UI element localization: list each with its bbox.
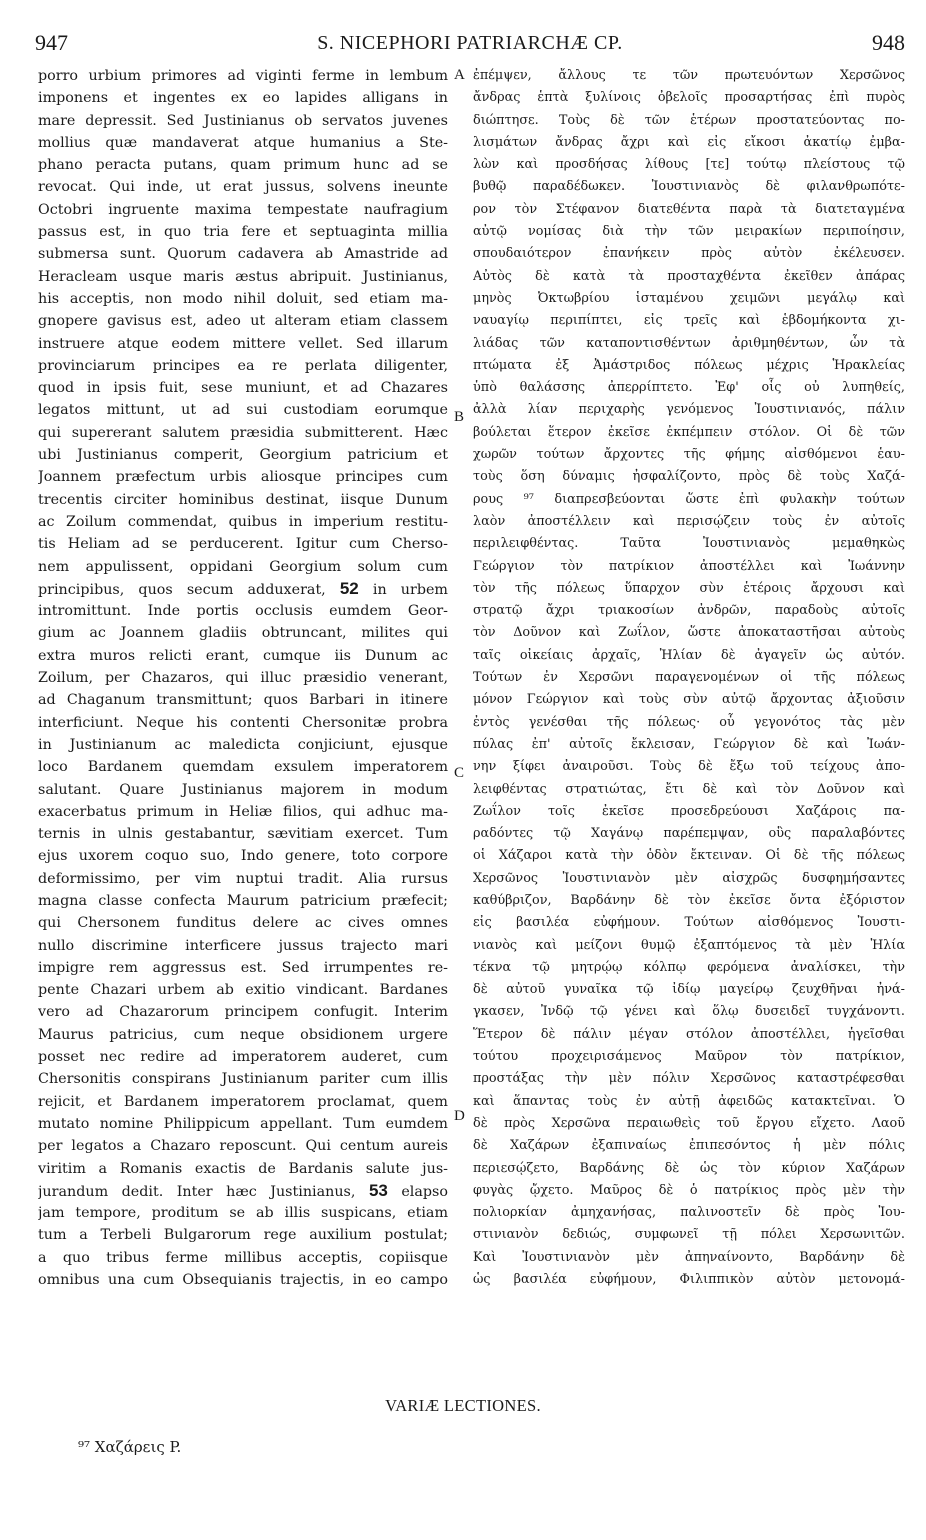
running-title: S. NICEPHORI PATRIARCHÆ CP. (317, 32, 623, 54)
greek-line: νην ξίφει ἀναιροῦσι. Τοὺς δὲ ἔξω τοῦ τείχους ἀπο- (473, 759, 905, 775)
greek-line: Ἕτερον δὲ πάλιν μέγαν στόλον ἀποστέλλει, ἡγεῖσθαι (473, 1026, 905, 1042)
latin-line (38, 578, 448, 600)
latin-line: tis Heliam ad se perducerent. Igitur cum Cherso- (38, 536, 448, 553)
latin-line: imponens et ingentes ex eo lapides alligans in (38, 90, 448, 107)
latin-line: ejus uxorem coquo suo, Indo genere, toto corpore (38, 848, 448, 865)
latin-line: provinciarum principes ea re perlata diligenter, (38, 357, 448, 374)
latin-line: ubi Justinianus comperit, Georgium patricium et (38, 447, 448, 464)
latin-line: phano peracta putans, quam primum hunc ad se (38, 157, 448, 174)
greek-line: ὑπὸ θαλάσσης ἀπερρίπτετο. Ἐφ' οἷς οὐ λυπηθείς, (473, 380, 905, 396)
latin-line: nem appulissent, oppidani Georgium solum cum (38, 558, 448, 575)
latin-line: omnibus una cum Obsequianis trajectis, in eo campo (38, 1272, 448, 1289)
greek-line: τοὺς ὅση δύναμις ἠσφαλίζοντο, πρὸς δὲ τοὺς Χαζά- (473, 469, 905, 485)
greek-line: γκασεν, Ἰνδῷ τῷ γένει καὶ ὅλῳ δυσειδεῖ τυγχάνοντι. (473, 1004, 905, 1020)
latin-line: ac Zoilum commendat, quibus in imperium restitu- (38, 513, 448, 530)
column-number-mark: 53 (368, 1180, 388, 1200)
latin-line: gium ac Joannem gladiis obtruncant, milites qui (38, 625, 448, 642)
latin-line: magna classe confecta Maurum patricium præfecit; (38, 892, 448, 909)
greek-line: φυγὰς ᾤχετο. Μαῦρος δὲ ὁ πατρίκιος πρὸς μὲν τὴν (473, 1182, 905, 1198)
greek-line: ἄνδρας ἑπτὰ ξυλίνοις ὀβελοῖς προσαρτήσας ἐπὶ πυρὸς (473, 90, 905, 106)
greek-line: καθύβριζον, Βαρδάνην δὲ τὸν ἐκεῖσε ὄντα ἐξόριστον (473, 892, 905, 908)
margin-marker-c: C (454, 765, 465, 781)
greek-line: νιανὸς καὶ μείζονι θυμῷ ἐξαπτόμενος τὰ μὲν Ἠλία (473, 937, 905, 953)
latin-line: Joannem præfectum urbis aliosque principes cum (38, 469, 448, 486)
greek-line: ἀλλὰ λίαν περιχαρὴς γενόμενος Ἰουστινιανός, πάλιν (473, 402, 905, 418)
latin-line: Maurus patricius, cum neque obsidionem urgere (38, 1026, 448, 1043)
latin-line: qui supererant salutem præsidia submitterent. Hæc (38, 424, 448, 441)
latin-line: nullo discrimine interficere jussus trajecto mari (38, 937, 448, 954)
latin-line: intromittunt. Inde portis occlusis eumdem Geor- (38, 603, 448, 620)
greek-line: στινιανὸν δεδιώς, συμφωνεῖ τῇ πόλει Χερσωνιτῶν. (473, 1227, 905, 1243)
greek-line: ραδόντες τῷ Χαγάνῳ παρέπεμψαν, οὓς παραλαβόντες (473, 826, 905, 842)
latin-line: extra muros relicti erant, cumque iis Dunum ac (38, 647, 448, 664)
margin-marker-d: D (454, 1108, 465, 1124)
greek-line: διώπτησε. Τοὺς δὲ τῶν ἑτέρων προστατεύοντας πο- (473, 112, 905, 128)
greek-line: Χερσῶνος Ἰουστινιανὸν μὲν αἰσχρῶς δυσφημήσαντες (473, 870, 905, 886)
greek-line: περιεσῴζετο, Βαρδάνης δὲ ὡς τὸν κύριον Χαζάρων (473, 1160, 905, 1176)
latin-line: revocat. Qui inde, ut erat jussus, solvens ineunte (38, 179, 448, 196)
greek-line: λειφθέντας στρατιώτας, ἔτι δὲ καὶ τὸν Δοῦνον καὶ (473, 781, 905, 797)
latin-line: vero ad Chazarorum principem confugit. Interim (38, 1004, 448, 1021)
greek-line: δὲ Χαζάρων ἐξαπιναίως ἐπιπεσόντος ἡ μὲν πόλις (473, 1138, 905, 1154)
greek-line: λισμάτων ἄνδρας ἄχρι καὶ εἰς εἴκοσι ἀκατίῳ ἐμβα- (473, 134, 905, 150)
greek-line: ἐπέμψεν, ἄλλους τε τῶν πρωτευόντων Χερσῶνος (473, 68, 905, 83)
greek-line: προστάξας τὴν μὲν πόλιν Χερσῶνος καταστρέφεσθαι (473, 1071, 905, 1087)
latin-line: trecentis circiter hominibus destinat, iisque Dunum (38, 491, 448, 508)
column-number-mark: 52 (339, 578, 359, 598)
latin-line-text: elapso (387, 1183, 448, 1200)
greek-line: καὶ ἅπαντας τοὺς ἐν αὐτῇ ἀφειδῶς κατακτεῖναι. Ὁ (473, 1093, 905, 1109)
greek-line: αὐτῷ νομίσας διὰ τὴν τῶν μειρακίων περιποίησιν, (473, 224, 905, 240)
latin-line: submersa sunt. Quorum cadavera ab Amastride ad (38, 246, 448, 263)
latin-line: jam tempore, proditum se ab illis suspicans, etiam (38, 1205, 448, 1222)
greek-line: μηνὸς Ὀκτωβρίου ἱσταμένου χειμῶνι μεγάλῳ καὶ (473, 290, 905, 306)
latin-line: exacerbatus primum in Heliæ filios, qui adhuc ma- (38, 803, 448, 820)
latin-line-text: principibus, quos secum adduxerat, (38, 581, 340, 598)
margin-marker-a: A (454, 67, 465, 83)
latin-line: mutato nomine Philippicum appellant. Tum eumdem (38, 1115, 448, 1132)
latin-line: viritim a Romanis exactis de Bardanis salute jus- (38, 1160, 448, 1177)
greek-line: βυθῷ παραδέδωκεν. Ἰουστινιανὸς δὲ φιλανθρωπότε- (473, 179, 905, 195)
greek-line: πολιορκίαν ἀμηχανήσας, παλινοστεῖν δὲ πρὸς Ἰου- (473, 1205, 905, 1221)
latin-line: mollius quæ mandaverat atque humanius a Ste- (38, 134, 448, 151)
margin-marker-b: B (454, 409, 465, 425)
latin-line: passus est, in quo tria fere et septuaginta millia (38, 224, 448, 241)
latin-line (38, 1180, 448, 1202)
greek-line: ἐντὸς γενέσθαι τῆς πόλεως· οὗ γεγονότος τὰς μὲν (473, 714, 905, 730)
latin-line: ternis in ulnis gestabantur, sævitiam exercet. Tum (38, 826, 448, 843)
greek-line: ρους ⁹⁷ διαπρεσβεύονται ὥστε ἐπὶ φυλακὴν τούτων (473, 491, 905, 507)
greek-line: ὡς βασιλέα εὐφήμουν, Φιλιππικὸν αὐτὸν μετονομά- (473, 1272, 905, 1288)
greek-line: βούλεται ἕτερον ἐκεῖσε ἐκπέμπειν στόλον. Οἱ δὲ τῶν (473, 424, 905, 440)
greek-line: τὸν τῆς πόλεως ὕπαρχον σὺν ἑτέροις ἄρχουσι καὶ (473, 580, 905, 596)
page-header (35, 30, 905, 62)
greek-column (473, 65, 905, 1291)
greek-line: οἱ Χάζαροι κατὰ τὴν ὁδὸν ἔκτειναν. Οἱ δὲ τῆς πόλεως (473, 848, 905, 864)
latin-line: ad Chaganum transmittunt; quos Barbari in itinere (38, 692, 448, 709)
greek-line: λαὸν ἀποστέλλειν καὶ περισῴζειν τοὺς ἐν αὐτοῖς (473, 513, 905, 529)
latin-line: posset nec redire ad imperatorem auderet, cum (38, 1049, 448, 1066)
latin-line: impigre rem aggressus est. Sed irrumpentes re- (38, 959, 448, 976)
greek-line: Γεώργιον τὸν πατρίκιον ἀποστέλλει καὶ Ἰωάννην (473, 558, 905, 574)
greek-line: δὲ αὐτοῦ γυναῖκα τῷ ἰδίῳ μαγείρῳ ζευχθῆναι ἠνά- (473, 982, 905, 998)
latin-line: quod in ipsis fuit, sese muniunt, et ad Chazares (38, 380, 448, 397)
greek-line: ταῖς οἰκείαις ἀρχαῖς, Ἠλίαν δὲ ἀγαγεῖν ὡς αὐτόν. (473, 647, 905, 663)
latin-line: interficiunt. Neque his contenti Chersonitæ probra (38, 714, 448, 731)
latin-line: mare depressit. Sed Justinianus ob servatos juvenes (38, 112, 448, 129)
latin-line: tum a Terbeli Bulgarorum rege auxilium postulat; (38, 1227, 448, 1244)
latin-line: legatos mittunt, ut ad sui custodiam eorumque (38, 402, 448, 419)
greek-line: Αὐτὸς δὲ κατὰ τὰ προσταχθέντα ἐκεῖθεν ἀπάρας (473, 268, 905, 284)
greek-line: ναυαγίῳ περιπίπτει, εἰς τρεῖς καὶ ἑβδομήκοντα χι- (473, 313, 905, 329)
latin-line: a quo tribus ferme millibus acceptis, copiisque (38, 1249, 448, 1266)
latin-line-text: in urbem (358, 581, 448, 598)
greek-line: τέκνα τῷ μητρῴῳ κόλπῳ φερόμενα ἀναλίσκει, τὴν (473, 959, 905, 975)
greek-line: λιάδας τῶν καταποντισθέντων ἀριθμηθέντων, ὧν τὰ (473, 335, 905, 351)
latin-line: gnopere gavisus est, adeo ut alteram etiam classem (38, 313, 448, 330)
latin-line: pente Chazari urbem ab exitio vindicant. Bardanes (38, 982, 448, 999)
latin-line: deformissimo, per vim nuptui tradit. Alia rursus (38, 870, 448, 887)
greek-line: λὼν καὶ προσδήσας λίθους [τε] τούτῳ πλείστους τῷ (473, 157, 905, 173)
greek-line: περιλειφθέντας. Ταῦτα Ἰουστινιανὸς μεμαθηκὼς (473, 536, 905, 552)
latin-line: Chersonitis conspirans Justinianum pariter cum illis (38, 1071, 448, 1088)
latin-line: Heracleam usque maris æstus abripuit. Justinianus, (38, 268, 448, 285)
left-page-number: 947 (35, 30, 68, 55)
latin-line: Zoilum, per Chazaros, qui illuc præsidio venerant, (38, 670, 448, 687)
greek-line: χωρῶν τούτων ἄρχοντες τῆς φήμης αἰσθόμενοι ἑαυ- (473, 447, 905, 463)
greek-line: τούτου προχειρισάμενος Μαῦρον τὸν πατρίκιον, (473, 1049, 905, 1065)
greek-line: τὸν Δοῦνον καὶ Ζωΐλον, ὥστε ἀποκαταστῆσαι αὐτοὺς (473, 625, 905, 641)
greek-line: πτώματα ἐξ Ἀμάστριδος πόλεως μέχρις Ἡρακλείας (473, 357, 905, 373)
greek-line: πύλας ἐπ' αὐτοῖς ἔκλεισαν, Γεώργιον δὲ καὶ Ἰωάν- (473, 736, 905, 752)
latin-line: loco Bardanem quemdam exsulem imperatorem (38, 759, 448, 776)
latin-line: porro urbium primores ad viginti ferme in lembum (38, 68, 448, 84)
latin-line: per legatos a Chazaro reposcunt. Qui centum aureis (38, 1138, 448, 1155)
variae-lectiones-heading: VARIÆ LECTIONES. (385, 1396, 541, 1415)
greek-line: δὲ πρὸς Χερσῶνα περαιωθεὶς τοῦ ἔργου εἴχετο. Λαοῦ (473, 1115, 905, 1131)
greek-line: μόνον Γεώργιον καὶ τοὺς σὺν αὐτῷ ἄρχοντας ἀξιοῦσιν (473, 692, 905, 708)
footnote: ⁹⁷ Χαζάρεις P. (78, 1438, 182, 1456)
latin-line: Octobri ingruente maxima tempestate naufragium (38, 201, 448, 218)
latin-line: rejicit, et Bardanem imperatorem proclamat, quem (38, 1093, 448, 1110)
latin-line: instruere atque eodem mittere vellet. Sed illarum (38, 335, 448, 352)
greek-line: Ζωΐλον τοῖς ἐκεῖσε προσεδρεύουσι Χαζάροις πα- (473, 803, 905, 819)
latin-line-text: jurandum dedit. Inter hæc Justinianus, (38, 1183, 369, 1200)
latin-column (38, 65, 448, 1291)
latin-line: qui Chersonem funditus delere ac cives omnes (38, 915, 448, 932)
latin-line: in Justinianum ac maledicta conjiciunt, ejusque (38, 736, 448, 753)
greek-line: στρατῷ ἄχρι τριακοσίων ἀνδρῶν, παραδοὺς αὐτοῖς (473, 603, 905, 619)
right-page-number: 948 (872, 30, 905, 55)
latin-line: his acceptis, non modo nihil doluit, sed etiam ma- (38, 290, 448, 307)
greek-line: εἰς βασιλέα εὐφήμουν. Τούτων αἰσθόμενος Ἰουστι- (473, 915, 905, 931)
latin-line: salutant. Quare Justinianus majorem in modum (38, 781, 448, 798)
greek-line: σπουδαιότερον ἐπανήκειν πρὸς αὐτὸν ἐκέλευσεν. (473, 246, 905, 262)
greek-line: Τούτων ἐν Χερσῶνι παραγενομένων οἱ τῆς πόλεως (473, 670, 905, 686)
greek-line: ρον τὸν Στέφανον διατεθέντα παρὰ τὰ διατεταγμένα (473, 201, 905, 217)
greek-line: Καὶ Ἰουστινιανὸν μὲν ἀπηναίνοντο, Βαρδάνην δὲ (473, 1249, 905, 1265)
